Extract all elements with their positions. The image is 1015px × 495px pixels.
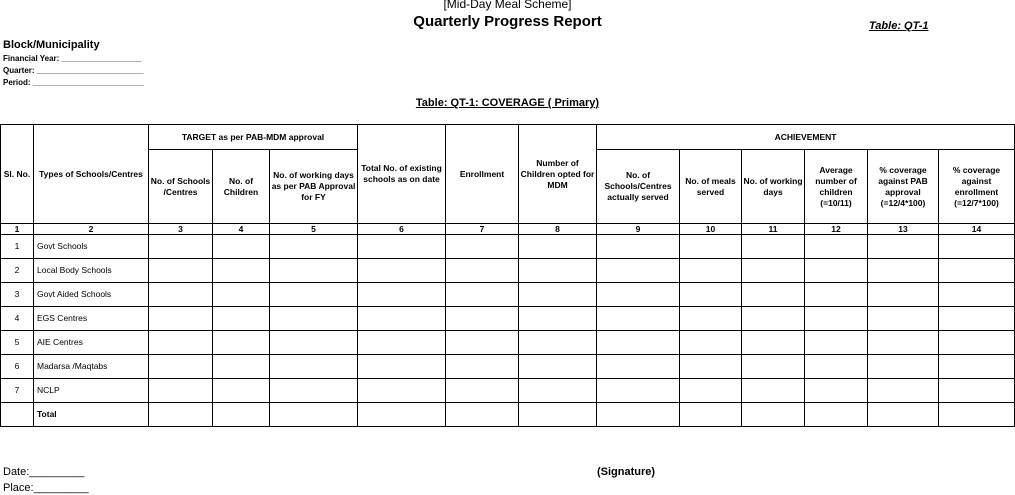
data-cell[interactable] xyxy=(868,331,939,355)
row-school-type: Govt Aided Schools xyxy=(34,283,149,307)
data-cell[interactable] xyxy=(358,403,446,427)
data-cell[interactable] xyxy=(446,307,519,331)
column-number: 2 xyxy=(34,224,149,235)
data-cell[interactable] xyxy=(149,235,213,259)
col-header-types: Types of Schools/Centres xyxy=(34,125,149,224)
data-cell[interactable] xyxy=(519,259,597,283)
column-number: 7 xyxy=(446,224,519,235)
table-row xyxy=(1,331,1015,355)
data-cell[interactable] xyxy=(742,259,805,283)
data-cell[interactable] xyxy=(597,403,680,427)
scheme-label: [Mid-Day Meal Scheme] xyxy=(443,0,572,11)
data-cell[interactable] xyxy=(680,307,742,331)
data-cell[interactable] xyxy=(597,331,680,355)
data-cell[interactable] xyxy=(742,331,805,355)
data-cell[interactable] xyxy=(149,355,213,379)
data-cell[interactable] xyxy=(213,331,270,355)
row-school-type: Total xyxy=(34,403,149,427)
data-cell[interactable] xyxy=(805,379,868,403)
row-school-type: NCLP xyxy=(34,379,149,403)
data-cell[interactable] xyxy=(446,379,519,403)
group-header-target: TARGET as per PAB-MDM approval xyxy=(149,125,358,150)
data-cell[interactable] xyxy=(868,307,939,331)
place-field: Place:_________ xyxy=(3,482,89,494)
data-cell[interactable] xyxy=(213,283,270,307)
data-cell[interactable] xyxy=(519,403,597,427)
quarter-field: Quarter: ________________________ xyxy=(3,66,144,75)
data-cell[interactable] xyxy=(213,235,270,259)
col-header-working-days: No. of working days xyxy=(742,150,805,224)
col-header-coverage-pab: % coverage against PAB approval (=12/4*100) xyxy=(868,150,939,224)
data-cell[interactable] xyxy=(868,355,939,379)
data-cell[interactable] xyxy=(270,307,358,331)
table-body xyxy=(1,235,1015,427)
data-cell[interactable] xyxy=(939,355,1015,379)
data-cell[interactable] xyxy=(805,355,868,379)
column-number: 5 xyxy=(270,224,358,235)
col-header-schools: No. of Schools /Centres xyxy=(149,150,213,224)
data-cell[interactable] xyxy=(446,355,519,379)
row-sl-no: 1 xyxy=(1,235,34,259)
table-row xyxy=(1,235,1015,259)
block-municipality-label: Block/Municipality xyxy=(3,39,100,51)
row-sl-no: 3 xyxy=(1,283,34,307)
coverage-table xyxy=(0,124,1015,427)
data-cell[interactable] xyxy=(149,283,213,307)
row-sl-no: 7 xyxy=(1,379,34,403)
data-cell[interactable] xyxy=(805,259,868,283)
row-school-type: Local Body Schools xyxy=(34,259,149,283)
row-sl-no xyxy=(1,403,34,427)
data-cell[interactable] xyxy=(519,355,597,379)
data-cell[interactable] xyxy=(519,307,597,331)
data-cell[interactable] xyxy=(149,331,213,355)
data-cell[interactable] xyxy=(680,355,742,379)
table-row xyxy=(1,403,1015,427)
data-cell[interactable] xyxy=(805,403,868,427)
data-cell[interactable] xyxy=(213,259,270,283)
data-cell[interactable] xyxy=(868,403,939,427)
data-cell[interactable] xyxy=(213,355,270,379)
data-cell[interactable] xyxy=(939,283,1015,307)
data-cell[interactable] xyxy=(742,235,805,259)
data-cell[interactable] xyxy=(805,331,868,355)
data-cell[interactable] xyxy=(597,307,680,331)
col-header-children: No. of Children xyxy=(213,150,270,224)
report-title: Quarterly Progress Report xyxy=(413,13,602,30)
data-cell[interactable] xyxy=(805,283,868,307)
data-cell[interactable] xyxy=(680,403,742,427)
column-number: 1 xyxy=(1,224,34,235)
column-number: 10 xyxy=(680,224,742,235)
data-cell[interactable] xyxy=(358,331,446,355)
column-number: 11 xyxy=(742,224,805,235)
data-cell[interactable] xyxy=(149,379,213,403)
data-cell[interactable] xyxy=(742,403,805,427)
period-field: Period: _________________________ xyxy=(3,78,145,87)
data-cell[interactable] xyxy=(868,259,939,283)
data-cell[interactable] xyxy=(446,235,519,259)
row-school-type: AIE Centres xyxy=(34,331,149,355)
data-cell[interactable] xyxy=(597,283,680,307)
col-header-schools-served: No. of Schools/Centres actually served xyxy=(597,150,680,224)
data-cell[interactable] xyxy=(213,307,270,331)
data-cell[interactable] xyxy=(939,379,1015,403)
col-header-average-children: Average number of children (=10/11) xyxy=(805,150,868,224)
data-cell[interactable] xyxy=(270,235,358,259)
row-sl-no: 5 xyxy=(1,331,34,355)
column-number: 8 xyxy=(519,224,597,235)
data-cell[interactable] xyxy=(939,403,1015,427)
data-cell[interactable] xyxy=(358,259,446,283)
data-cell[interactable] xyxy=(519,235,597,259)
data-cell[interactable] xyxy=(149,259,213,283)
data-cell[interactable] xyxy=(868,283,939,307)
data-cell[interactable] xyxy=(939,235,1015,259)
data-cell[interactable] xyxy=(939,259,1015,283)
row-sl-no: 4 xyxy=(1,307,34,331)
group-header-achievement: ACHIEVEMENT xyxy=(597,125,1015,150)
data-cell[interactable] xyxy=(680,259,742,283)
data-cell[interactable] xyxy=(358,307,446,331)
data-cell[interactable] xyxy=(597,379,680,403)
column-number: 9 xyxy=(597,224,680,235)
col-header-meals-served: No. of meals served xyxy=(680,150,742,224)
data-cell[interactable] xyxy=(742,283,805,307)
col-header-sl-no: Sl. No. xyxy=(1,125,34,224)
table-row xyxy=(1,259,1015,283)
data-cell[interactable] xyxy=(868,379,939,403)
data-cell[interactable] xyxy=(446,331,519,355)
data-cell[interactable] xyxy=(742,355,805,379)
data-cell[interactable] xyxy=(149,307,213,331)
table-id-label: Table: QT-1 xyxy=(869,20,929,32)
data-cell[interactable] xyxy=(358,283,446,307)
data-cell[interactable] xyxy=(270,403,358,427)
data-cell[interactable] xyxy=(597,235,680,259)
data-cell[interactable] xyxy=(270,379,358,403)
data-cell[interactable] xyxy=(149,403,213,427)
data-cell[interactable] xyxy=(939,331,1015,355)
data-cell[interactable] xyxy=(597,259,680,283)
data-cell[interactable] xyxy=(805,235,868,259)
col-header-total-existing: Total No. of existing schools as on date xyxy=(358,125,446,224)
row-school-type: Madarsa /Maqtabs xyxy=(34,355,149,379)
row-sl-no: 2 xyxy=(1,259,34,283)
data-cell[interactable] xyxy=(270,355,358,379)
col-header-coverage-enrollment: % coverage against enrollment (=12/7*100) xyxy=(939,150,1015,224)
data-cell[interactable] xyxy=(742,307,805,331)
data-cell[interactable] xyxy=(519,331,597,355)
data-cell[interactable] xyxy=(358,355,446,379)
data-cell[interactable] xyxy=(805,307,868,331)
table-row xyxy=(1,379,1015,403)
data-cell[interactable] xyxy=(680,379,742,403)
column-number: 6 xyxy=(358,224,446,235)
data-cell[interactable] xyxy=(446,259,519,283)
data-cell[interactable] xyxy=(358,235,446,259)
column-number: 14 xyxy=(939,224,1015,235)
table-row xyxy=(1,307,1015,331)
date-field: Date:_________ xyxy=(3,466,85,478)
financial-year-field: Financial Year: __________________ xyxy=(3,54,142,63)
data-cell[interactable] xyxy=(358,379,446,403)
data-cell[interactable] xyxy=(939,307,1015,331)
data-cell[interactable] xyxy=(597,355,680,379)
column-number: 13 xyxy=(868,224,939,235)
data-cell[interactable] xyxy=(270,259,358,283)
data-cell[interactable] xyxy=(213,403,270,427)
column-number: 3 xyxy=(149,224,213,235)
data-cell[interactable] xyxy=(446,283,519,307)
header-row-groups xyxy=(1,125,1015,150)
table-caption: Table: QT-1: COVERAGE ( Primary) xyxy=(415,97,600,109)
column-number: 4 xyxy=(213,224,270,235)
column-number: 12 xyxy=(805,224,868,235)
data-cell[interactable] xyxy=(213,379,270,403)
col-header-working-days-pab: No. of working days as per PAB Approval for FY xyxy=(270,150,358,224)
row-school-type: Govt Schools xyxy=(34,235,149,259)
signature-label: (Signature) xyxy=(597,466,656,478)
data-cell[interactable] xyxy=(680,283,742,307)
row-sl-no: 6 xyxy=(1,355,34,379)
data-cell[interactable] xyxy=(742,379,805,403)
column-number-row xyxy=(1,224,1015,235)
data-cell[interactable] xyxy=(270,331,358,355)
data-cell[interactable] xyxy=(680,331,742,355)
data-cell[interactable] xyxy=(270,283,358,307)
table-row xyxy=(1,283,1015,307)
table-row xyxy=(1,355,1015,379)
row-school-type: EGS Centres xyxy=(34,307,149,331)
data-cell[interactable] xyxy=(519,283,597,307)
data-cell[interactable] xyxy=(680,235,742,259)
col-header-enrollment: Enrollment xyxy=(446,125,519,224)
col-header-opted-mdm: Number of Children opted for MDM xyxy=(519,125,597,224)
data-cell[interactable] xyxy=(868,235,939,259)
data-cell[interactable] xyxy=(446,403,519,427)
data-cell[interactable] xyxy=(519,379,597,403)
